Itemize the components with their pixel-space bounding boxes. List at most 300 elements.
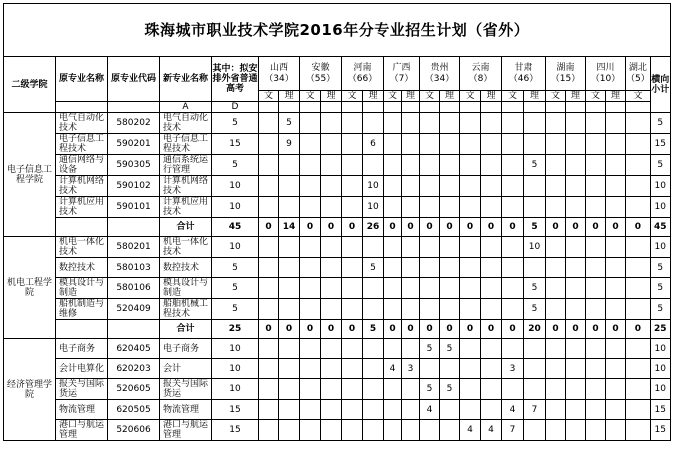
province-count-cell (300, 278, 321, 299)
province-count-cell (420, 176, 440, 197)
province-count-cell (546, 134, 566, 155)
subtotal-cell: 0 (384, 218, 402, 237)
li-label: 理 (279, 91, 300, 102)
province-count-cell (524, 359, 546, 379)
li-label: 理 (402, 91, 420, 102)
province-count-cell (440, 420, 460, 441)
province-count-cell (300, 400, 321, 420)
province-count-cell (586, 278, 606, 299)
province-count-cell (342, 113, 363, 134)
province-count-cell (384, 299, 402, 320)
province-count-cell (279, 176, 300, 197)
province-count-cell (546, 278, 566, 299)
province-count-cell (402, 113, 420, 134)
province-count-cell: 5 (524, 278, 546, 299)
header-plan: 其中：拟安排外省普通高考 (212, 57, 259, 102)
province-count-cell (259, 197, 279, 218)
new-major: 通信系统运行管理 (160, 155, 212, 176)
subtotal-cell: 0 (546, 218, 566, 237)
province-count-cell (402, 134, 420, 155)
province-count-cell (481, 197, 502, 218)
province-count-cell (626, 176, 651, 197)
wen-label: 文 (586, 91, 606, 102)
province-count-cell (259, 278, 279, 299)
province-count-cell (420, 113, 440, 134)
province-count-cell (300, 197, 321, 218)
orig-major: 港口与航运管理 (56, 420, 108, 441)
province-header: 河南 （66） (342, 57, 384, 91)
province-count-cell (279, 278, 300, 299)
province-count-cell (440, 113, 460, 134)
province-count-cell (566, 379, 586, 400)
province-count-cell (420, 299, 440, 320)
subtotal-row (4, 320, 671, 339)
province-count-cell (524, 258, 546, 278)
province-count-cell (321, 134, 342, 155)
province-count-cell (502, 299, 524, 320)
province-count-cell: 4 (481, 420, 502, 441)
row-total: 5 (650, 113, 670, 134)
province-count-cell (524, 379, 546, 400)
province-count-cell (279, 299, 300, 320)
province-count-cell (502, 113, 524, 134)
plan-count: 10 (212, 339, 259, 359)
major-code: 590201 (108, 134, 160, 155)
province-count-cell (586, 400, 606, 420)
row-total: 10 (650, 176, 670, 197)
major-code: 590305 (108, 155, 160, 176)
province-count-cell (259, 237, 279, 258)
province-count-cell (342, 176, 363, 197)
subtotal-cell: 0 (460, 320, 481, 339)
province-count-cell (626, 258, 651, 278)
subtotal-cell: 0 (440, 218, 460, 237)
plan-count: 10 (212, 359, 259, 379)
province-count-cell (300, 237, 321, 258)
subtotal-cell: 0 (586, 218, 606, 237)
province-count-cell (626, 379, 651, 400)
province-count-cell (259, 379, 279, 400)
row-total: 10 (650, 237, 670, 258)
province-count-cell (440, 134, 460, 155)
province-count-cell (259, 155, 279, 176)
subtotal-cell: 26 (363, 218, 384, 237)
province-count-cell (384, 134, 402, 155)
province-count-cell (481, 258, 502, 278)
province-count-cell (342, 400, 363, 420)
province-count-cell: 5 (279, 113, 300, 134)
province-count-cell: 3 (502, 359, 524, 379)
province-count-cell (606, 258, 626, 278)
province-count-cell (342, 134, 363, 155)
province-count-cell: 5 (420, 339, 440, 359)
new-major: 港口与航运管理 (160, 420, 212, 441)
province-count-cell (363, 113, 384, 134)
province-count-cell (566, 134, 586, 155)
province-count-cell (321, 176, 342, 197)
province-count-cell (384, 420, 402, 441)
wen-label: 文 (460, 91, 481, 102)
province-count-cell (546, 176, 566, 197)
province-count-cell (279, 400, 300, 420)
province-count-cell (586, 420, 606, 441)
province-count-cell (586, 379, 606, 400)
subtotal-cell: 0 (606, 218, 626, 237)
subtotal-plan: 25 (212, 320, 259, 339)
province-count-cell (300, 155, 321, 176)
province-count-cell (460, 339, 481, 359)
province-count-cell (626, 359, 651, 379)
province-count-cell (524, 134, 546, 155)
province-count-cell (321, 400, 342, 420)
province-count-cell (321, 155, 342, 176)
li-label: 理 (606, 91, 626, 102)
row-total: 15 (650, 134, 670, 155)
province-count-cell (606, 278, 626, 299)
province-count-cell (259, 400, 279, 420)
new-major: 电子商务 (160, 339, 212, 359)
province-count-cell (566, 400, 586, 420)
row-total: 15 (650, 420, 670, 441)
province-count-cell (402, 176, 420, 197)
new-major: 物流管理 (160, 400, 212, 420)
province-count-cell (384, 379, 402, 400)
subtotal-cell: 0 (259, 320, 279, 339)
wen-label: 文 (259, 91, 279, 102)
header-row-total: 横向小计 (650, 57, 670, 113)
province-count-cell: 7 (502, 420, 524, 441)
province-header: 安徽 （55） (300, 57, 342, 91)
plan-count: 5 (212, 155, 259, 176)
province-count-cell (363, 420, 384, 441)
province-count-cell (420, 359, 440, 379)
province-count-cell (460, 278, 481, 299)
province-count-cell (420, 134, 440, 155)
province-header: 湖北 （5） (626, 57, 651, 91)
province-count-cell: 7 (524, 400, 546, 420)
province-count-cell (524, 176, 546, 197)
province-count-cell (606, 113, 626, 134)
province-count-cell (384, 176, 402, 197)
province-count-cell (606, 197, 626, 218)
province-count-cell (524, 197, 546, 218)
province-count-cell: 5 (440, 379, 460, 400)
province-count-cell (363, 299, 384, 320)
province-count-cell (384, 258, 402, 278)
province-count-cell (402, 339, 420, 359)
subtotal-cell: 14 (279, 218, 300, 237)
province-count-cell: 5 (363, 258, 384, 278)
province-count-cell (321, 379, 342, 400)
province-count-cell (440, 278, 460, 299)
province-count-cell (606, 299, 626, 320)
province-count-cell (502, 258, 524, 278)
province-count-cell (606, 339, 626, 359)
table-row (4, 420, 671, 441)
province-count-cell (502, 197, 524, 218)
page-title: 珠海城市职业技术学院2016年分专业招生计划（省外） (144, 21, 530, 39)
province-count-cell (321, 278, 342, 299)
subtotal-cell: 0 (626, 218, 651, 237)
province-count-cell (300, 258, 321, 278)
major-code: 580201 (108, 237, 160, 258)
province-count-cell (440, 258, 460, 278)
province-count-cell (626, 134, 651, 155)
province-count-cell (606, 379, 626, 400)
province-count-cell (502, 278, 524, 299)
province-count-cell (279, 339, 300, 359)
province-header: 云南 （8） (460, 57, 502, 91)
province-count-cell (566, 113, 586, 134)
header-college: 二级学院 (4, 57, 56, 113)
province-count-cell (342, 258, 363, 278)
province-count-cell (363, 155, 384, 176)
table-row (4, 258, 671, 278)
li-label: 理 (566, 91, 586, 102)
province-count-cell (586, 176, 606, 197)
li-label: 理 (363, 91, 384, 102)
province-count-cell (279, 258, 300, 278)
subtotal-cell: 0 (420, 320, 440, 339)
province-count-cell (626, 299, 651, 320)
subtotal-cell: 20 (524, 320, 546, 339)
province-count-cell (481, 237, 502, 258)
province-header: 湖南 （15） (546, 57, 586, 91)
table-row (4, 134, 671, 155)
province-count-cell: 10 (363, 176, 384, 197)
province-count-cell (363, 278, 384, 299)
province-count-cell (502, 176, 524, 197)
province-count-cell (321, 197, 342, 218)
province-count-cell (420, 420, 440, 441)
province-count-cell (460, 113, 481, 134)
row-total: 10 (650, 197, 670, 218)
plan-count: 15 (212, 134, 259, 155)
province-count-cell (321, 258, 342, 278)
orig-major: 机电一体化技术 (56, 237, 108, 258)
plan-count: 5 (212, 113, 259, 134)
orig-major: 报关与国际货运 (56, 379, 108, 400)
subtotal-plan: 45 (212, 218, 259, 237)
major-code: 580103 (108, 258, 160, 278)
province-count-cell (384, 400, 402, 420)
province-count-cell (586, 258, 606, 278)
major-code: 620203 (108, 359, 160, 379)
plan-count: 5 (212, 258, 259, 278)
province-count-cell (300, 113, 321, 134)
province-count-cell (259, 134, 279, 155)
province-count-cell (546, 339, 566, 359)
province-header: 四川 （10） (586, 57, 626, 91)
province-count-cell (342, 237, 363, 258)
province-count-cell (460, 176, 481, 197)
subtotal-cell: 0 (606, 320, 626, 339)
province-count-cell (321, 359, 342, 379)
orig-major: 计算机应用技术 (56, 197, 108, 218)
subtotal-cell: 0 (321, 320, 342, 339)
li-label: 理 (524, 91, 546, 102)
subtotal-cell: 0 (342, 218, 363, 237)
province-count-cell (440, 237, 460, 258)
province-count-cell (300, 299, 321, 320)
college-name: 电子信息工程学院 (4, 113, 56, 237)
province-count-cell (259, 176, 279, 197)
province-count-cell (259, 339, 279, 359)
table-row (4, 176, 671, 197)
province-count-cell: 5 (420, 379, 440, 400)
province-count-cell (342, 420, 363, 441)
wen-label: 文 (626, 91, 651, 102)
new-major: 电气自动化技术 (160, 113, 212, 134)
province-count-cell (363, 339, 384, 359)
province-count-cell (279, 155, 300, 176)
new-major: 会计 (160, 359, 212, 379)
province-count-cell (440, 155, 460, 176)
province-count-cell (606, 176, 626, 197)
province-count-cell (566, 176, 586, 197)
province-count-cell (259, 359, 279, 379)
province-count-cell (460, 400, 481, 420)
province-count-cell (481, 278, 502, 299)
major-code: 520606 (108, 420, 160, 441)
province-count-cell (626, 197, 651, 218)
subtotal-cell: 0 (402, 218, 420, 237)
row-total: 10 (650, 359, 670, 379)
table-row (4, 379, 671, 400)
table-row (4, 278, 671, 299)
orig-major: 电气自动化技术 (56, 113, 108, 134)
province-count-cell (481, 176, 502, 197)
province-count-cell (402, 420, 420, 441)
province-count-cell (606, 359, 626, 379)
province-count-cell (546, 420, 566, 441)
subtotal-cell: 0 (481, 320, 502, 339)
province-count-cell (384, 197, 402, 218)
province-count-cell (546, 299, 566, 320)
province-count-cell (259, 299, 279, 320)
new-major: 计算机应用技术 (160, 197, 212, 218)
province-count-cell (626, 400, 651, 420)
province-header: 甘肃 （46） (502, 57, 546, 91)
province-count-cell (279, 359, 300, 379)
orig-major: 电子商务 (56, 339, 108, 359)
province-count-cell: 10 (363, 197, 384, 218)
wen-label: 文 (384, 91, 402, 102)
province-count-cell (566, 420, 586, 441)
province-count-cell (420, 258, 440, 278)
subtotal-cell: 0 (460, 218, 481, 237)
plan-count: 10 (212, 237, 259, 258)
college-name: 经济管理学院 (4, 339, 56, 441)
province-count-cell (546, 155, 566, 176)
major-code: 580106 (108, 278, 160, 299)
province-count-cell (626, 237, 651, 258)
header-orig-major: 原专业名称 (56, 57, 108, 102)
new-major: 报关与国际货运 (160, 379, 212, 400)
province-count-cell (300, 176, 321, 197)
table-row (4, 339, 671, 359)
province-count-cell (626, 155, 651, 176)
province-count-cell (460, 258, 481, 278)
province-count-cell (300, 359, 321, 379)
province-count-cell (342, 197, 363, 218)
subtotal-cell: 0 (321, 218, 342, 237)
province-count-cell (259, 258, 279, 278)
province-count-cell (566, 237, 586, 258)
province-count-cell (342, 155, 363, 176)
col-d-label: D (212, 102, 259, 113)
province-count-cell (586, 237, 606, 258)
major-code: 590102 (108, 176, 160, 197)
province-count-cell (402, 197, 420, 218)
table-row (4, 197, 671, 218)
major-code: 520605 (108, 379, 160, 400)
col-a-label: A (160, 102, 212, 113)
province-count-cell (402, 379, 420, 400)
province-count-cell (384, 155, 402, 176)
province-count-cell: 4 (460, 420, 481, 441)
province-count-cell (402, 155, 420, 176)
province-count-cell (481, 155, 502, 176)
major-code: 580202 (108, 113, 160, 134)
province-count-cell (481, 400, 502, 420)
province-count-cell (402, 400, 420, 420)
province-count-cell (460, 197, 481, 218)
province-count-cell (502, 379, 524, 400)
province-count-cell (481, 299, 502, 320)
province-count-cell (586, 339, 606, 359)
subtotal-cell: 0 (481, 218, 502, 237)
table-row (4, 299, 671, 320)
orig-major: 计算机网络技术 (56, 176, 108, 197)
new-major: 计算机网络技术 (160, 176, 212, 197)
plan-sheet (3, 3, 671, 441)
province-count-cell (363, 379, 384, 400)
province-count-cell (481, 379, 502, 400)
table-row (4, 113, 671, 134)
province-count-cell: 4 (502, 400, 524, 420)
province-count-cell: 5 (524, 155, 546, 176)
province-count-cell (460, 379, 481, 400)
wen-label: 文 (342, 91, 363, 102)
province-count-cell: 4 (420, 400, 440, 420)
province-count-cell (363, 359, 384, 379)
province-count-cell (259, 113, 279, 134)
table-row (4, 237, 671, 258)
college-name: 机电工程学院 (4, 237, 56, 339)
plan-count: 5 (212, 278, 259, 299)
province-count-cell: 5 (440, 339, 460, 359)
province-count-cell (524, 420, 546, 441)
subtotal-cell: 0 (566, 320, 586, 339)
province-count-cell (440, 197, 460, 218)
province-count-cell (384, 237, 402, 258)
province-count-cell (586, 359, 606, 379)
province-count-cell (586, 197, 606, 218)
province-count-cell (460, 359, 481, 379)
province-count-cell: 9 (279, 134, 300, 155)
province-count-cell (321, 299, 342, 320)
province-count-cell (342, 359, 363, 379)
subtotal-total: 45 (650, 218, 670, 237)
row-total: 15 (650, 400, 670, 420)
new-major: 电子信息工程技术 (160, 134, 212, 155)
province-count-cell (524, 113, 546, 134)
province-count-cell (342, 379, 363, 400)
province-count-cell (524, 339, 546, 359)
major-code: 620505 (108, 400, 160, 420)
title-cell (4, 4, 671, 57)
